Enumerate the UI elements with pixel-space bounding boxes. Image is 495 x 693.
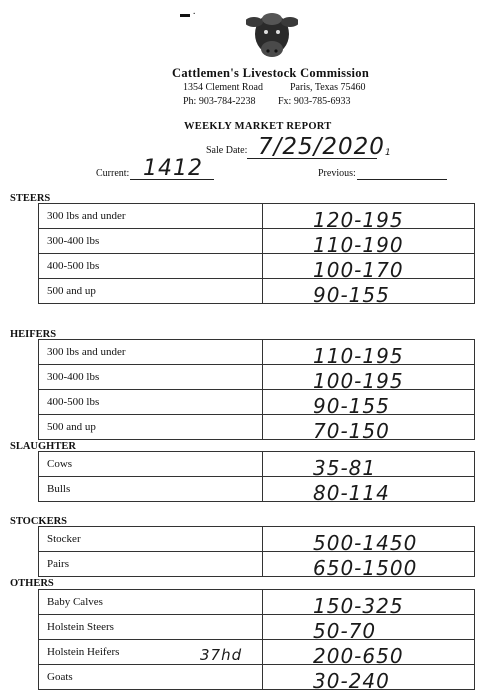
table-row	[39, 590, 475, 615]
row-price	[263, 665, 475, 693]
row-label: Pairs	[39, 552, 263, 577]
section-title-others: OTHERS	[10, 578, 54, 589]
sale-date-value: 7/25/2020	[258, 134, 385, 160]
row-price	[263, 340, 475, 368]
price-range: 120-195	[313, 208, 404, 232]
row-label: 300 lbs and under	[39, 340, 263, 365]
sale-date-label: Sale Date:	[206, 145, 248, 156]
row-price	[263, 254, 475, 282]
price-range: 650-1500	[313, 556, 418, 580]
table-row	[39, 640, 475, 665]
row-label: Holstein Heifers	[39, 640, 263, 665]
goats-head-count-note: 37hd	[200, 646, 243, 664]
price-range: 70-150	[313, 419, 390, 443]
table-row	[39, 552, 475, 577]
row-price	[263, 590, 475, 618]
table-row	[39, 615, 475, 640]
row-label: 300-400 lbs	[39, 365, 263, 390]
table-row	[39, 279, 475, 304]
row-label: 300 lbs and under	[39, 204, 263, 229]
previous-label: Previous:	[318, 168, 356, 179]
price-range: 200-650	[313, 644, 404, 668]
company-city: Paris, Texas 75460	[290, 82, 366, 93]
row-label: 400-500 lbs	[39, 390, 263, 415]
price-range: 100-170	[313, 258, 404, 282]
price-range: 50-70	[313, 619, 377, 643]
row-price	[263, 527, 475, 555]
row-price	[263, 415, 475, 443]
steers-table	[38, 203, 475, 307]
previous-underline	[357, 179, 447, 180]
price-range: 35-81	[313, 456, 377, 480]
table-row	[39, 365, 475, 390]
company-phone: Ph: 903-784-2238	[183, 96, 256, 107]
company-fax: Fx: 903-785-6933	[278, 96, 351, 107]
section-title-steers: STEERS	[10, 193, 51, 204]
price-range: 110-190	[313, 233, 404, 257]
company-name: Cattlemen's Livestock Commission	[172, 66, 370, 80]
row-label: 500 and up	[39, 415, 263, 440]
row-label: 300-400 lbs	[39, 229, 263, 254]
others-table	[38, 589, 475, 693]
row-price	[263, 365, 475, 393]
stockers-table	[38, 526, 475, 580]
row-price	[263, 615, 475, 643]
price-range: 110-195	[313, 344, 404, 368]
current-value: 1412	[143, 156, 203, 181]
row-price	[263, 279, 475, 307]
row-price	[263, 452, 475, 480]
row-label: Goats	[39, 665, 263, 690]
table-row	[39, 665, 475, 690]
table-row	[39, 204, 475, 229]
scan-speck: ▬ ·	[180, 9, 196, 20]
price-range: 90-155	[313, 283, 390, 307]
row-label: 500 and up	[39, 279, 263, 304]
table-row	[39, 390, 475, 415]
price-range: 30-240	[313, 669, 390, 693]
current-label: Current:	[96, 168, 130, 179]
price-range: 100-195	[313, 369, 404, 393]
row-label: Holstein Steers	[39, 615, 263, 640]
row-price	[263, 204, 475, 232]
sale-date-tail-mark: 1	[385, 148, 392, 158]
current-underline	[130, 179, 214, 180]
section-title-slaughter: SLAUGHTER	[10, 441, 76, 452]
row-label: Baby Calves	[39, 590, 263, 615]
section-title-stockers: STOCKERS	[10, 516, 67, 527]
row-price	[263, 229, 475, 257]
heifers-table	[38, 339, 475, 443]
slaughter-table	[38, 451, 475, 505]
table-row	[39, 254, 475, 279]
table-row	[39, 452, 475, 477]
row-label: Cows	[39, 452, 263, 477]
table-row	[39, 340, 475, 365]
report-title: WEEKLY MARKET REPORT	[184, 121, 332, 132]
company-address: 1354 Clement Road	[183, 82, 263, 93]
price-range: 150-325	[313, 594, 404, 618]
bull-head-logo	[246, 6, 298, 65]
row-label: Bulls	[39, 477, 263, 502]
table-row	[39, 477, 475, 502]
price-range: 90-155	[313, 394, 390, 418]
price-range: 500-1450	[313, 531, 418, 555]
price-range: 80-114	[313, 481, 390, 505]
row-price	[263, 477, 475, 505]
table-row	[39, 527, 475, 552]
row-label: 400-500 lbs	[39, 254, 263, 279]
table-row	[39, 229, 475, 254]
section-title-heifers: HEIFERS	[10, 329, 57, 340]
row-price	[263, 640, 475, 668]
row-price	[263, 390, 475, 418]
sale-date-underline	[247, 158, 377, 159]
table-row	[39, 415, 475, 440]
row-price	[263, 552, 475, 580]
row-label: Stocker	[39, 527, 263, 552]
